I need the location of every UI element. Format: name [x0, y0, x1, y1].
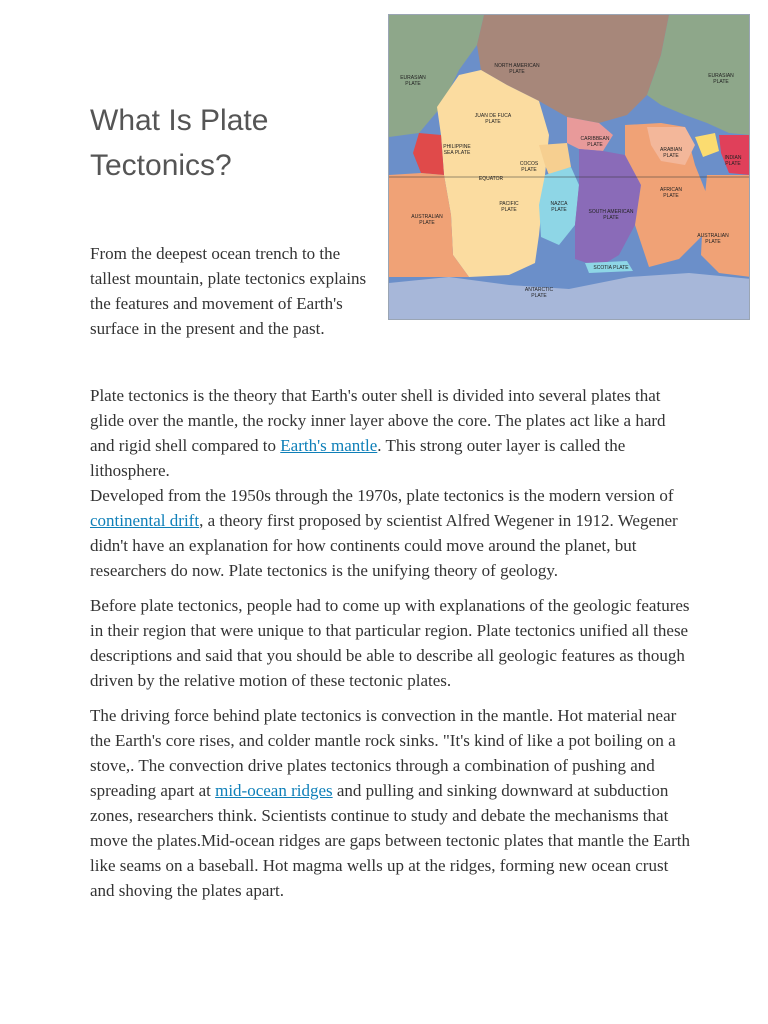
- label-philippine-1: PHILIPPINE: [443, 144, 471, 150]
- label-african-2: PLATE: [663, 193, 679, 199]
- label-cocos-1: COCOS: [519, 161, 539, 167]
- earths-mantle-link[interactable]: Earth's mantle: [280, 436, 378, 455]
- label-african-1: AFRICAN: [660, 187, 682, 193]
- paragraph-1-text-b: . This strong outer layer is called the lithosphere.: [90, 436, 626, 480]
- tectonic-plates-map: [388, 14, 750, 320]
- page-title: [90, 98, 370, 188]
- label-eurasian-right-2: PLATE: [713, 79, 729, 85]
- label-caribbean-2: PLATE: [587, 142, 603, 148]
- label-eurasian-left-2: PLATE: [405, 81, 421, 87]
- label-north-american-2: PLATE: [509, 69, 525, 75]
- label-philippine-2: SEA PLATE: [443, 150, 471, 156]
- label-australian-left-1: AUSTRALIAN: [411, 214, 443, 220]
- paragraph-3: Before plate tectonics, people had to come up with explanations of the geologic features in their region that were unique to that particular region. Plate tectonics unified all these descriptions and said that you should be able to describe all geologic features as though driven by the relative motion of these tectonic plates.: [90, 596, 690, 690]
- label-pacific-1: PACIFIC: [499, 201, 519, 207]
- label-south-american-2: PLATE: [603, 215, 619, 221]
- paragraph-2-text-a: Developed from the 1950s through the 1970s, plate tectonics is the modern version of: [90, 486, 674, 505]
- label-juan-de-fuca-2: PLATE: [485, 119, 501, 125]
- paragraph-1: [90, 383, 690, 483]
- label-cocos-2: PLATE: [521, 167, 537, 173]
- label-antarctic-1: ANTARCTIC: [524, 287, 554, 293]
- label-indian-1: INDIAN: [724, 155, 742, 161]
- label-australian-right-2: PLATE: [705, 239, 721, 245]
- label-arabian-1: ARABIAN: [660, 147, 682, 153]
- mid-ocean-ridges-link[interactable]: mid-ocean ridges: [215, 781, 333, 800]
- label-eurasian-left-1: EURASIAN: [400, 75, 426, 81]
- label-north-american-1: NORTH AMERICAN: [494, 63, 540, 69]
- paragraph-2-text-b: , a theory first proposed by scientist Alfred Wegener in 1912. Wegener didn't have an explanation for how continents could move around the planet, but researchers do now. Plate tectonics is the unifying theory of geology.: [90, 511, 678, 580]
- label-caribbean-1: CARIBBEAN: [580, 136, 610, 142]
- intro-paragraph: From the deepest ocean trench to the tallest mountain, plate tectonics explains the features and movement of Earth's surface in the present and the past.: [90, 244, 367, 338]
- label-arabian-2: PLATE: [663, 153, 679, 159]
- label-equator: EQUATOR: [478, 176, 504, 182]
- title-line-1: What Is Plate: [90, 104, 269, 137]
- label-scotia: SCOTIA PLATE: [593, 265, 629, 271]
- plates-map-graphic: [389, 15, 750, 320]
- label-australian-left-2: PLATE: [419, 220, 435, 226]
- label-eurasian-right-1: EURASIAN: [708, 73, 734, 79]
- label-pacific-2: PLATE: [501, 207, 517, 213]
- label-juan-de-fuca-1: JUAN DE FUCA: [474, 113, 512, 119]
- label-australian-right-1: AUSTRALIAN: [697, 233, 729, 239]
- paragraph-2: [90, 483, 690, 583]
- continental-drift-link[interactable]: continental drift: [90, 511, 200, 530]
- paragraph-4-text-a: The driving force behind plate tectonics is convection in the mantle. Hot material near the Earth's core rises, and colder mantle rock sinks. "It's kind of like a pot boiling on a stove,. The convection drive plates tectonics through a combination of pushing and spreading apart at: [90, 706, 677, 800]
- label-nazca-2: PLATE: [551, 207, 567, 213]
- label-antarctic-2: PLATE: [531, 293, 547, 299]
- label-south-american-1: SOUTH AMERICAN: [588, 209, 634, 215]
- paragraph-1-text-a: Plate tectonics is the theory that Earth's outer shell is divided into several plates that glide over the mantle, the rocky inner layer above the core. The plates act like a hard and rigid shell compared to: [90, 386, 666, 455]
- paragraph-4-text-b: and pulling and sinking downward at subduction zones, researchers think. Scientists continue to study and debate the mechanisms that move the plates.Mid-ocean ridges are gaps between tectonic plates that mantle the Earth like seams on a baseball. Hot magma wells up at the ridges, forming new ocean crust and shoving the plates apart.: [90, 781, 690, 900]
- paragraph-4: [90, 703, 690, 903]
- title-line-2: Tectonics?: [90, 149, 232, 182]
- label-indian-2: PLATE: [725, 161, 741, 167]
- label-nazca-1: NAZCA: [550, 201, 568, 207]
- article-body: [90, 383, 690, 903]
